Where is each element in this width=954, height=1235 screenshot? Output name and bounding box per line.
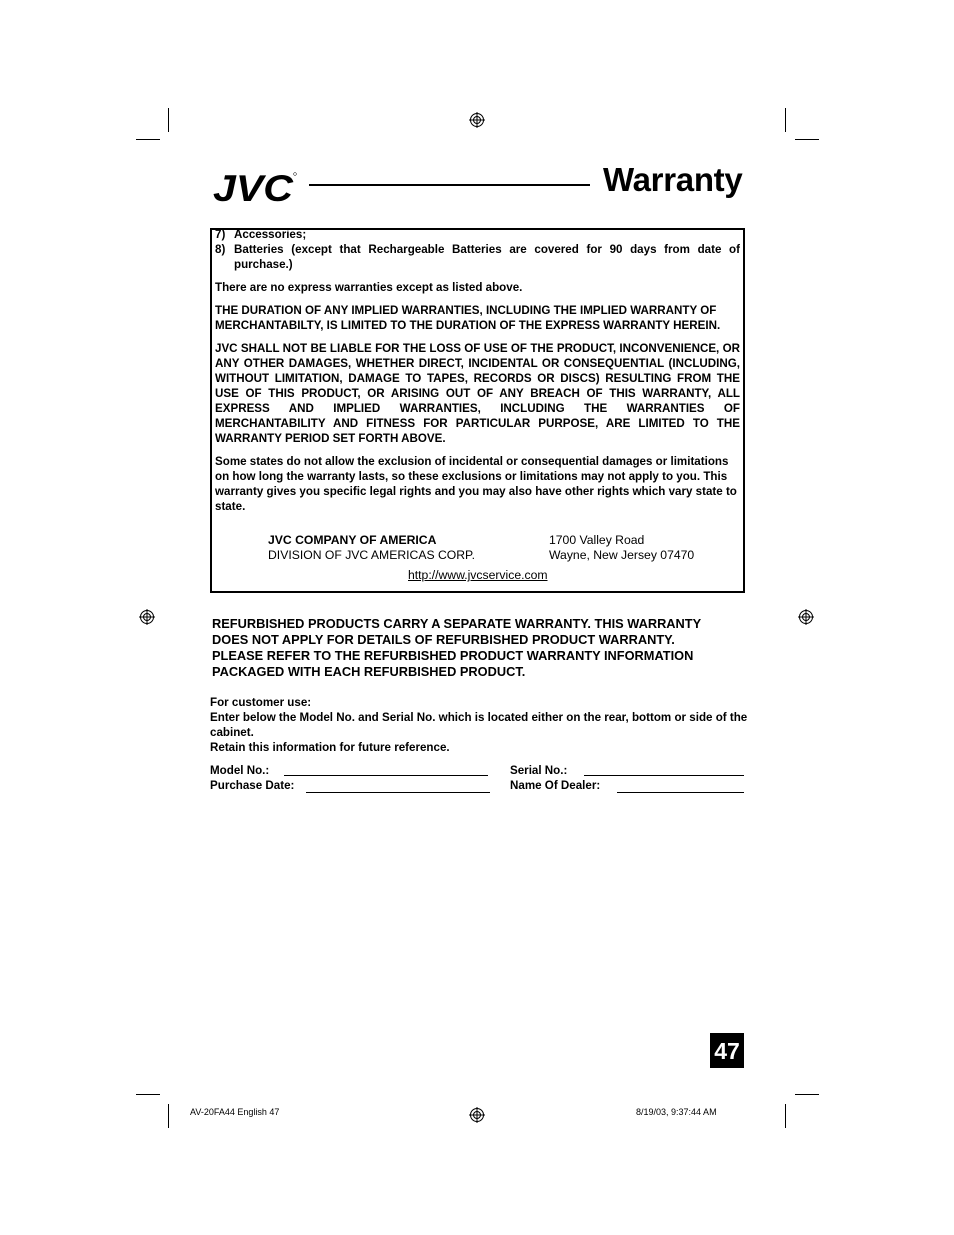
model-no-label: Model No.: bbox=[210, 764, 270, 777]
model-no-field[interactable] bbox=[284, 775, 488, 776]
address-street: 1700 Valley Road bbox=[549, 533, 645, 547]
company-name: JVC COMPANY OF AMERICA bbox=[268, 533, 437, 547]
crop-mark bbox=[168, 1104, 169, 1128]
jvc-logo bbox=[213, 171, 297, 203]
dealer-name-label: Name Of Dealer: bbox=[510, 779, 601, 792]
logo-text: JVC bbox=[213, 171, 295, 203]
list-item bbox=[215, 227, 740, 242]
crop-mark bbox=[795, 1094, 819, 1095]
company-division: DIVISION OF JVC AMERICAS CORP. bbox=[268, 548, 476, 562]
purchase-date-label: Purchase Date: bbox=[210, 779, 295, 792]
crop-mark bbox=[785, 108, 786, 132]
list-item-text: Accessories; bbox=[234, 228, 307, 241]
header-rule bbox=[309, 184, 590, 186]
refurbished-notice bbox=[212, 616, 752, 680]
crop-mark bbox=[168, 108, 169, 132]
serial-no-label: Serial No.: bbox=[510, 764, 568, 777]
address-city: Wayne, New Jersey 07470 bbox=[549, 548, 695, 562]
dealer-name-field[interactable] bbox=[617, 792, 744, 793]
footer-timestamp: 8/19/03, 9:37:44 AM bbox=[636, 1107, 717, 1117]
state-rights-text: Some states do not allow the exclusion of incidental or consequential damages or limitations on how long the warranty lasts, so these exclusions or limitations may not apply to you. This warranty gives you specific legal rights and you may also have other rights which vary state to state. bbox=[215, 455, 737, 513]
page-number: 47 bbox=[710, 1033, 744, 1068]
registration-mark-icon bbox=[139, 609, 155, 625]
crop-mark bbox=[136, 139, 160, 140]
purchase-date-field[interactable] bbox=[306, 792, 490, 793]
page-title: Warranty bbox=[603, 161, 743, 198]
no-express-warranty-text: There are no express warranties except as listed above. bbox=[215, 281, 523, 294]
customer-instructions: Enter below the Model No. and Serial No. which is located either on the rear, bottom or side of the cabinet. bbox=[210, 711, 748, 739]
registration-mark-icon bbox=[469, 112, 485, 128]
list-item bbox=[215, 242, 740, 272]
warranty-terms-text bbox=[215, 230, 740, 514]
refurbished-line: PLEASE REFER TO THE REFURBISHED PRODUCT WARRANTY INFORMATION bbox=[212, 648, 694, 663]
list-item-number: 7) bbox=[215, 228, 226, 241]
customer-heading: For customer use: bbox=[210, 696, 312, 709]
crop-mark bbox=[785, 1104, 786, 1128]
serial-no-field[interactable] bbox=[584, 775, 744, 776]
crop-mark bbox=[136, 1094, 160, 1095]
liability-text: JVC SHALL NOT BE LIABLE FOR THE LOSS OF USE OF THE PRODUCT, INCONVENIENCE, OR ANY OTHER DAMAGES, WHETHER DIRECT, INCIDENTAL OR CONSEQUENTIAL (INCLUDING, WITHOUT LIMITATION, DAMAGE TO TAPES, RECORDS OR DISCS) RESULTING FROM THE USE OF THIS PRODUCT, OR ARISING OUT OF ANY BREACH OF THIS WARRANTY, ALL EXPRESS AND IMPLIED WARRANTIES, INCLUDING THE WARRANTIES OF MERCHANTABILITY AND FITNESS FOR PARTICULAR PURPOSE, ARE LIMITED TO THE WARRANTY PERIOD SET FORTH ABOVE. bbox=[215, 342, 740, 445]
warranty-terms-box bbox=[210, 228, 745, 593]
refurbished-line: PACKAGED WITH EACH REFURBISHED PRODUCT. bbox=[212, 664, 526, 679]
refurbished-line: REFURBISHED PRODUCTS CARRY A SEPARATE WARRANTY. THIS WARRANTY bbox=[212, 616, 702, 631]
jvc-service-link[interactable]: http://www.jvcservice.com bbox=[408, 568, 548, 582]
implied-warranty-text: THE DURATION OF ANY IMPLIED WARRANTIES, INCLUDING THE IMPLIED WARRANTY OF MERCHANTABILTY, IS LIMITED TO THE DURATION OF THE EXPRESS WARRANTY HEREIN. bbox=[215, 304, 721, 332]
registration-mark-icon bbox=[798, 609, 814, 625]
customer-use-section bbox=[210, 695, 750, 755]
registration-mark-icon bbox=[469, 1107, 485, 1123]
customer-retain-note: Retain this information for future reference. bbox=[210, 741, 450, 754]
list-item-text: Batteries (except that Rechargeable Batteries are covered for 90 days from date of purchase.) bbox=[234, 243, 740, 271]
list-item-number: 8) bbox=[215, 243, 226, 256]
footer-file-info: AV-20FA44 English 47 bbox=[190, 1107, 280, 1117]
crop-mark bbox=[795, 139, 819, 140]
refurbished-line: DOES NOT APPLY FOR DETAILS OF REFURBISHED PRODUCT WARRANTY. bbox=[212, 632, 675, 647]
